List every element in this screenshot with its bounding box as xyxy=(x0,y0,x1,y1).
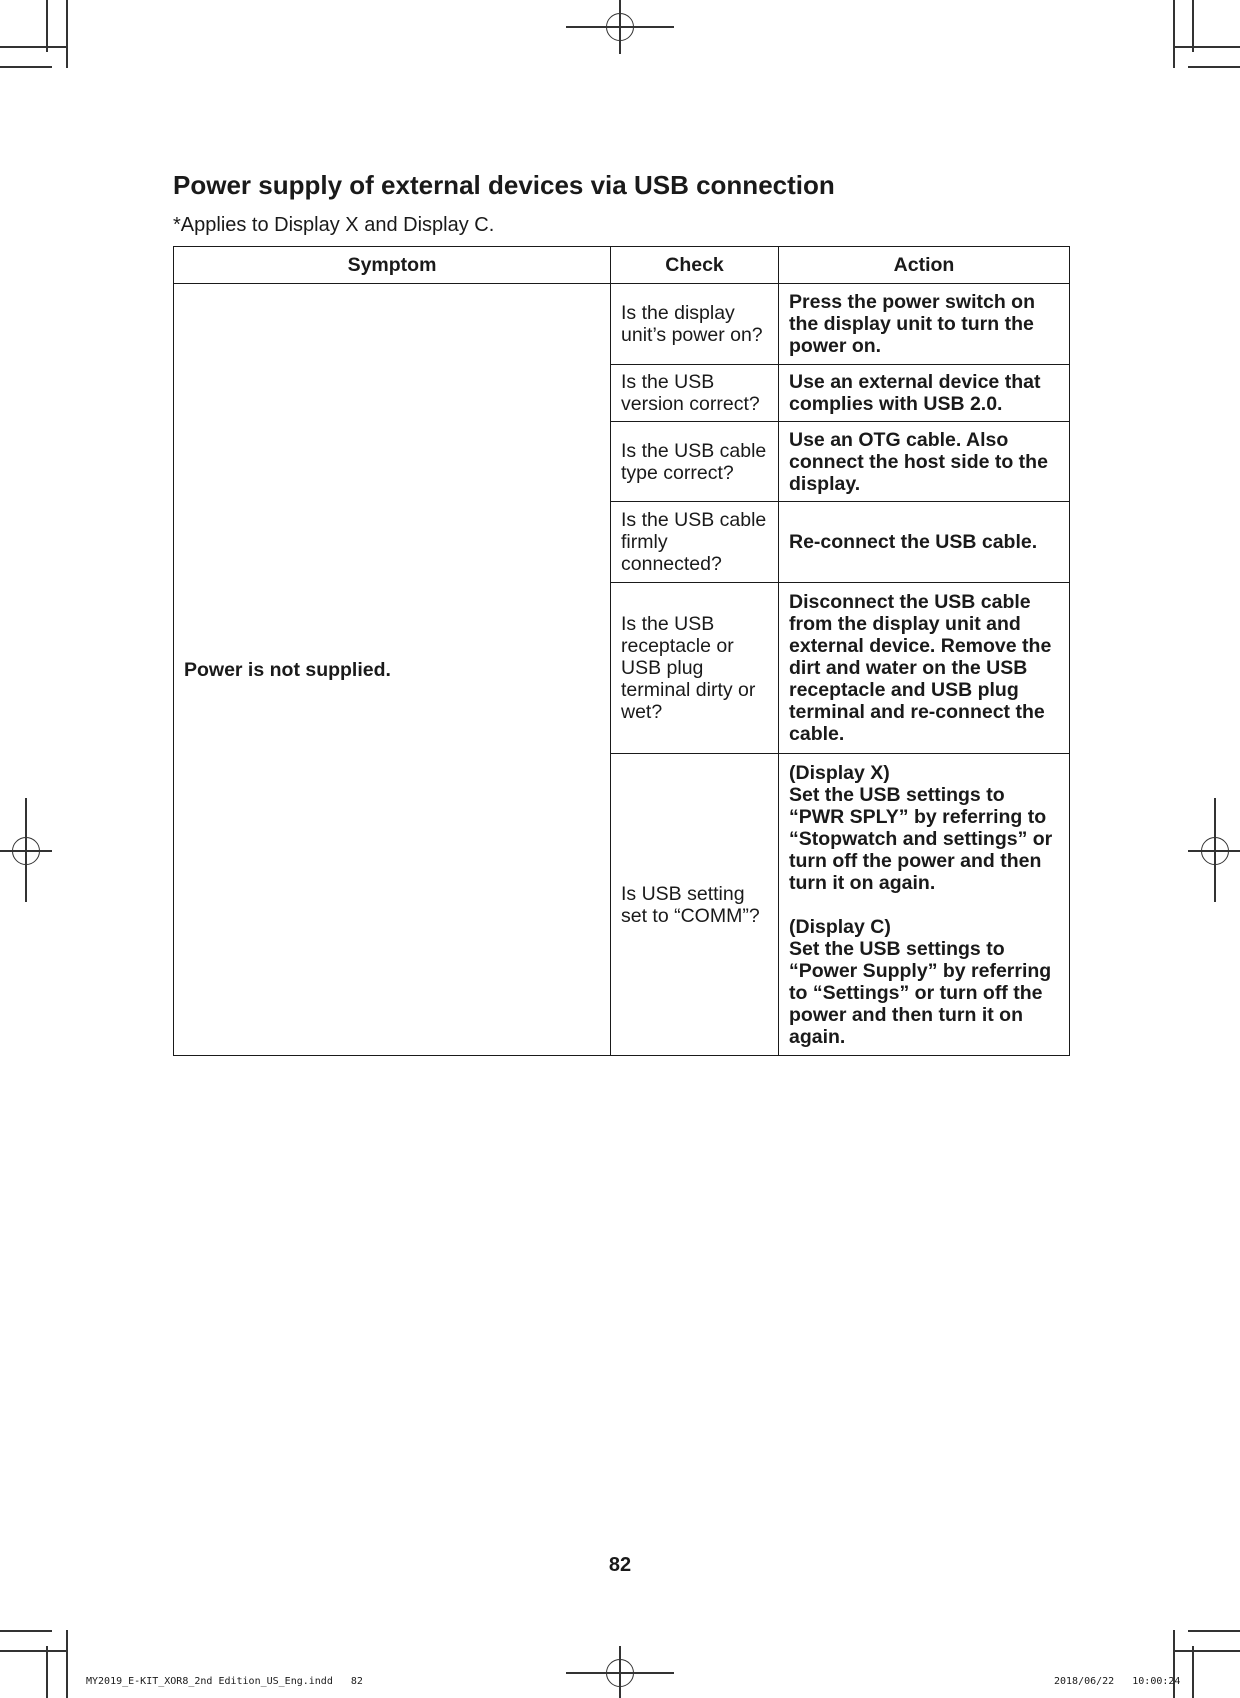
footer-file-slug: MY2019_E-KIT_XOR8_2nd Edition_US_Eng.indd 82 xyxy=(86,1676,363,1687)
header-check: Check xyxy=(611,247,779,284)
table-header-row xyxy=(174,247,1070,284)
action-cell: Use an OTG cable. Also connect the host side to the display. xyxy=(779,422,1070,502)
symptom-cell: Power is not supplied. xyxy=(174,284,611,1056)
footer-timestamp: 2018/06/22 10:00:24 xyxy=(1054,1676,1181,1687)
action-cell: Use an external device that complies with USB 2.0. xyxy=(779,365,1070,422)
display-x-action: Set the USB settings to “PWR SPLY” by referring to “Stopwatch and settings” or turn off the power and then turn it on again. xyxy=(789,783,1053,894)
display-x-label: (Display X) xyxy=(789,761,890,784)
display-c-label: (Display C) xyxy=(789,915,891,938)
applies-note: *Applies to Display X and Display C. xyxy=(173,214,495,236)
check-cell: Is the USB version correct? xyxy=(611,365,779,422)
header-action: Action xyxy=(779,247,1070,284)
action-cell: Re-connect the USB cable. xyxy=(779,502,1070,583)
action-cell: Disconnect the USB cable from the display unit and external device. Remove the dirt and water on the USB receptacle and USB plug terminal and re-connect the cable. xyxy=(779,583,1070,754)
page-number: 82 xyxy=(608,1554,632,1576)
check-cell: Is the USB cable type correct? xyxy=(611,422,779,502)
header-symptom: Symptom xyxy=(174,247,611,284)
check-cell: Is the USB receptacle or USB plug terminal dirty or wet? xyxy=(611,583,779,754)
troubleshooting-table xyxy=(173,246,1070,1056)
check-cell: Is USB setting set to “COMM”? xyxy=(611,754,779,1056)
table-row xyxy=(174,284,1070,365)
display-c-action: Set the USB settings to “Power Supply” by referring to “Settings” or turn off the power and then turn it on again. xyxy=(789,937,1052,1048)
action-cell xyxy=(779,754,1070,1056)
check-cell: Is the USB cable firmly connected? xyxy=(611,502,779,583)
page-title: Power supply of external devices via USB connection xyxy=(173,170,835,200)
action-spacer xyxy=(789,894,1059,916)
action-cell: Press the power switch on the display unit to turn the power on. xyxy=(779,284,1070,365)
check-cell: Is the display unit’s power on? xyxy=(611,284,779,365)
